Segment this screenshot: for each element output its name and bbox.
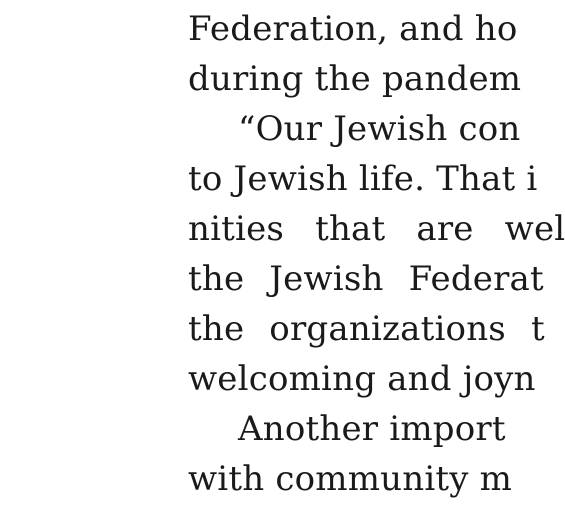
text-line-7: the organizations t (188, 309, 545, 349)
text-line-8: welcoming and joyn (188, 359, 536, 399)
text-line-10: with community m (188, 459, 513, 499)
text-line-4: to Jewish life. That i (188, 159, 538, 199)
text-line-1: Federation, and ho (188, 9, 518, 49)
text-line-2: during the pandem (188, 59, 522, 99)
text-line-6: the Jewish Federat (188, 259, 544, 299)
text-line-3: “Our Jewish con (238, 109, 521, 149)
text-line-5: nities that are wel (188, 209, 565, 249)
text-line-9: Another import (238, 409, 506, 449)
